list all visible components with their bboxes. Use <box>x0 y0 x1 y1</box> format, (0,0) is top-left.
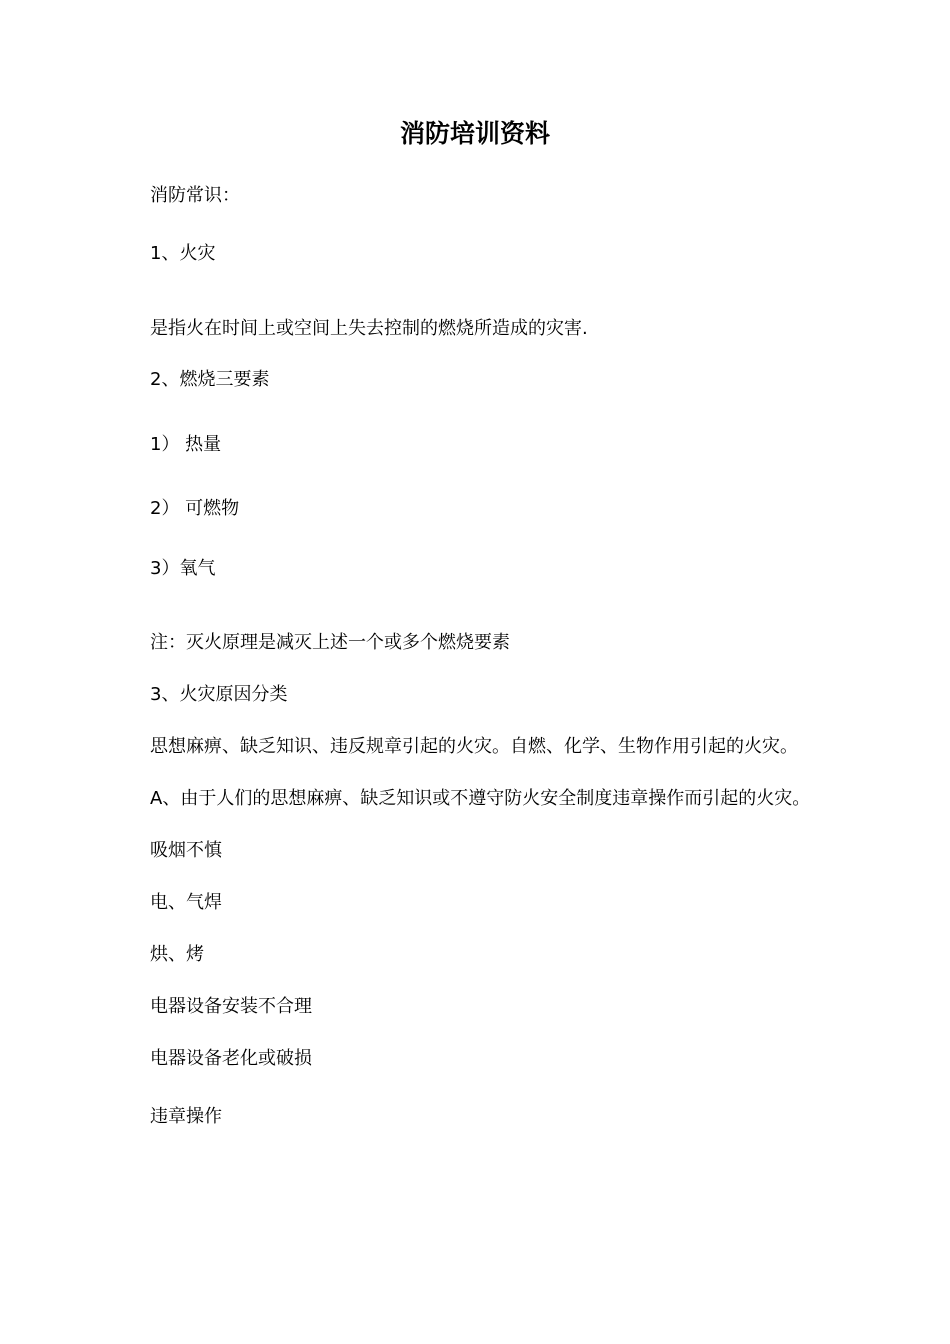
list-item-heat: 1） 热量 <box>150 434 222 455</box>
item-heading-fire-causes: 3、火灾原因分类 <box>150 684 288 705</box>
list-item-equipment-aging: 电器设备老化或破损 <box>150 1048 312 1069</box>
list-item-oxygen: 3）氧气 <box>150 558 216 579</box>
paragraph-cause-a: A、由于人们的思想麻痹、缺乏知识或不遵守防火安全制度违章操作而引起的火灾。 <box>150 788 811 809</box>
note-extinguishing-principle: 注：灭火原理是减灭上述一个或多个燃烧要素 <box>150 632 510 653</box>
item-heading-fire: 1、火灾 <box>150 243 216 264</box>
list-item-smoking: 吸烟不慎 <box>150 840 222 861</box>
list-item-improper-installation: 电器设备安装不合理 <box>150 996 312 1017</box>
item-heading-combustion-elements: 2、燃烧三要素 <box>150 369 270 390</box>
list-item-illegal-operation: 违章操作 <box>150 1106 222 1127</box>
section-heading-fire-knowledge: 消防常识： <box>150 185 240 206</box>
list-item-baking: 烘、烤 <box>150 944 204 965</box>
document-title: 消防培训资料 <box>399 119 550 148</box>
list-item-combustibles: 2） 可燃物 <box>150 498 240 519</box>
list-item-welding: 电、气焊 <box>150 892 222 913</box>
paragraph-fire-definition: 是指火在时间上或空间上失去控制的燃烧所造成的灾害. <box>150 318 588 339</box>
paragraph-cause-categories: 思想麻痹、缺乏知识、违反规章引起的火灾。自燃、化学、生物作用引起的火灾。 <box>150 736 798 757</box>
